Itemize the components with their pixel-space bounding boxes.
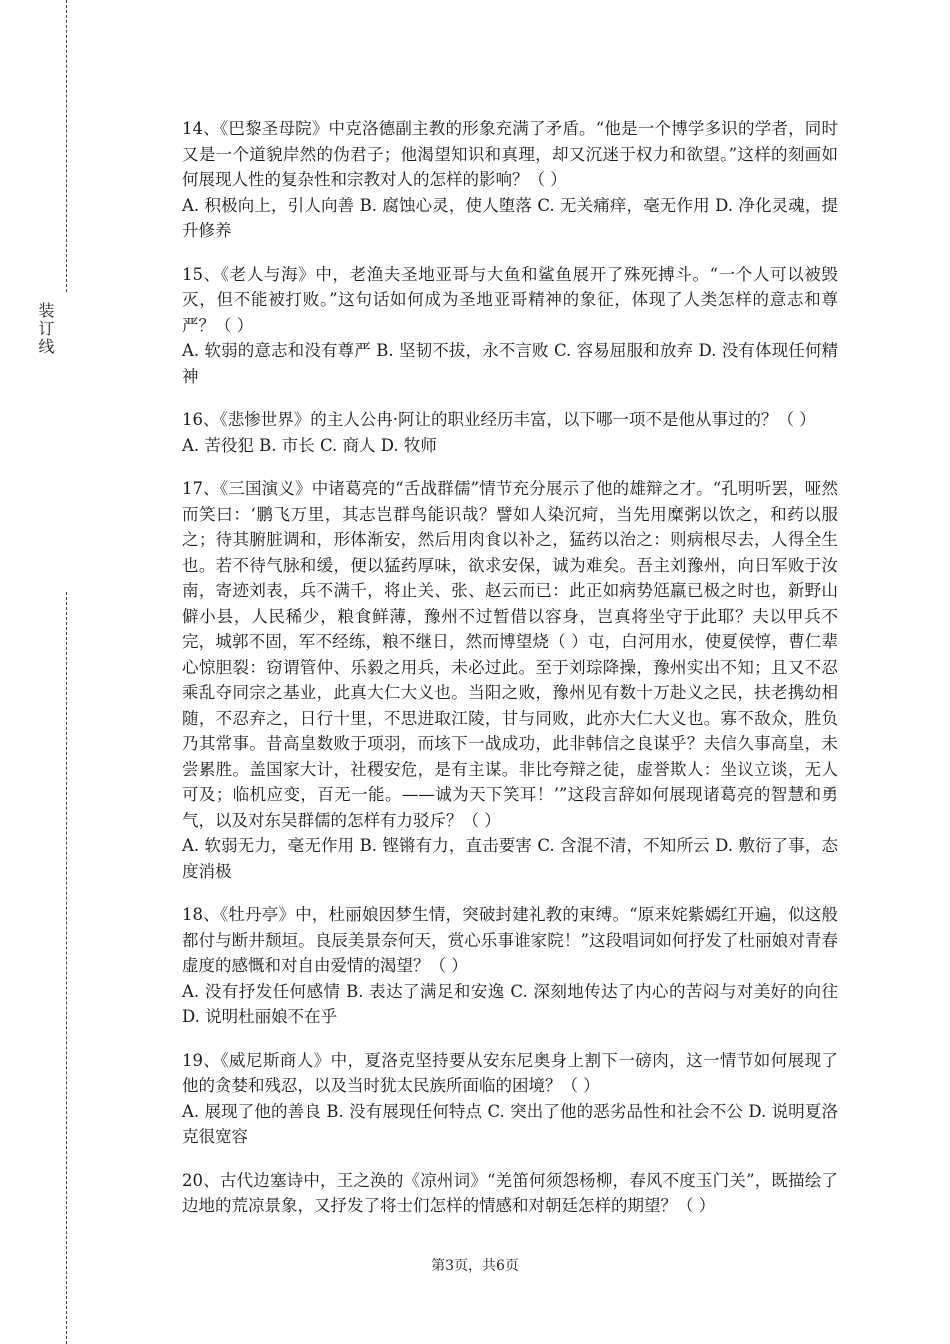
question-options: A. 积极向上，引人向善 B. 腐蚀心灵，使人堕落 C. 无关痛痒，毫无作用 D. 净化灵魂，提升修养: [182, 195, 838, 240]
question-14: [182, 116, 838, 244]
question-list: [182, 116, 838, 1237]
binding-label: 装订线: [36, 302, 55, 356]
question-19: [182, 1048, 838, 1150]
question-18: [182, 902, 838, 1030]
question-options: A. 软弱无力，毫无作用 B. 铿锵有力，直击要害 C. 含混不清，不知所云 D. 敷衍了事，态度消极: [182, 836, 838, 881]
question-stem: 18、《牡丹亭》中，杜丽娘因梦生情，突破封建礼教的束缚。“原来姹紫嫣红开遍，似这般都付与断井颓垣。良辰美景奈何天，赏心乐事谁家院！”这段唱词如何抒发了杜丽娘对青春虚度的感慨和对自由爱情的渴望？（ ）: [182, 905, 838, 975]
question-stem: 14、《巴黎圣母院》中克洛德副主教的形象充满了矛盾。“他是一个博学多识的学者，同时又是一个道貌岸然的伪君子；他渴望知识和真理，却又沉迷于权力和欲望。”这样的刻画如何展现人性的复杂性和宗教对人的怎样的影响？（ ）: [182, 119, 838, 189]
question-20: [182, 1168, 838, 1219]
binding-dashed-line-bottom: [66, 592, 67, 1344]
question-options: A. 苦役犯 B. 市长 C. 商人 D. 牧师: [182, 435, 437, 455]
question-16: [182, 407, 838, 458]
question-options: A. 没有抒发任何感情 B. 表达了满足和安逸 C. 深刻地传达了内心的苦闷与对美好的向往 D. 说明杜丽娘不在乎: [182, 981, 838, 1026]
question-15: [182, 262, 838, 390]
question-stem: 19、《威尼斯商人》中，夏洛克坚持要从安东尼奥身上割下一磅肉，这一情节如何展现了他的贪婪和残忍，以及当时犹太民族所面临的困境？（ ）: [182, 1050, 838, 1095]
question-options: A. 软弱的意志和没有尊严 B. 坚韧不拔，永不言败 C. 容易屈服和放弃 D. 没有体现任何精神: [182, 341, 838, 386]
question-stem: 20、古代边塞诗中，王之涣的《凉州词》“羌笛何须怨杨柳，春风不度玉门关”，既描绘了边地的荒凉景象，又抒发了将士们怎样的情感和对朝廷怎样的期望？（ ）: [182, 1170, 838, 1215]
page-number: 第3页，共6页: [431, 1258, 519, 1274]
binding-dashed-line-top: [66, 0, 67, 292]
question-stem: 16、《悲惨世界》的主人公冉·阿让的职业经历丰富，以下哪一项不是他从事过的？（ ）: [182, 410, 816, 429]
question-stem: 15、《老人与海》中，老渔夫圣地亚哥与大鱼和鲨鱼展开了殊死搏斗。“一个人可以被毁灭，但不能被打败。”这句话如何成为圣地亚哥精神的象征，体现了人类怎样的意志和尊严？（ ）: [182, 264, 838, 335]
question-stem: 17、《三国演义》中诸葛亮的“舌战群儒”情节充分展示了他的雄辩之才。“孔明听罢，哑然而笑曰：‘鹏飞万里，其志岂群鸟能识哉？譬如人染沉疴，当先用糜粥以饮之，和药以服之；待其腑脏调和，形体渐安，然后用肉食以补之，猛药以治之：则病根尽去，人得全生也。若不待气脉和缓，便以猛药厚味，欲求安保，诚为难矣。吾主刘豫州，向日军败于汝南，寄迹刘表，兵不满千，将止关、张、赵云而已：此正如病势尩羸已极之时也，新野山僻小县，人民稀少，粮食鲜薄，豫州不过暂借以容身，岂真将坐守于此耶？夫以甲兵不完，城郭不固，军不经练，粮不继日，然而博望烧（ ）屯，白河用水，使夏侯惇，曹仁辈心惊胆裂：窃谓管仲、乐毅之用兵，未必过此。至于刘琮降操，豫州实出不知；且又不忍乘乱夺同宗之基业，此真大仁大义也。当阳之败，豫州见有数十万赴义之民，扶老携幼相随，不忍弃之，日行十里，不思进取江陵，甘与同败，此亦大仁大义也。寡不敌众，胜负乃其常事。昔高皇数败于项羽，而垓下一战成功，此非韩信之良谋乎？夫信久事高皇，未尝累胜。盖国家大计，社稷安危，是有主谋。非比夸辩之徒，虚誉欺人：坐议立谈，无人可及；临机应变，百无一能。——诚为天下笑耳！’”这段言辞如何展现诸葛亮的智慧和勇气，以及对东吴群儒的怎样有力驳斥？（ ）: [182, 479, 838, 830]
question-17: [182, 476, 838, 884]
question-options: A. 展现了他的善良 B. 没有展现任何特点 C. 突出了他的恶劣品性和社会不公 D. 说明夏洛克很宽容: [182, 1101, 838, 1146]
